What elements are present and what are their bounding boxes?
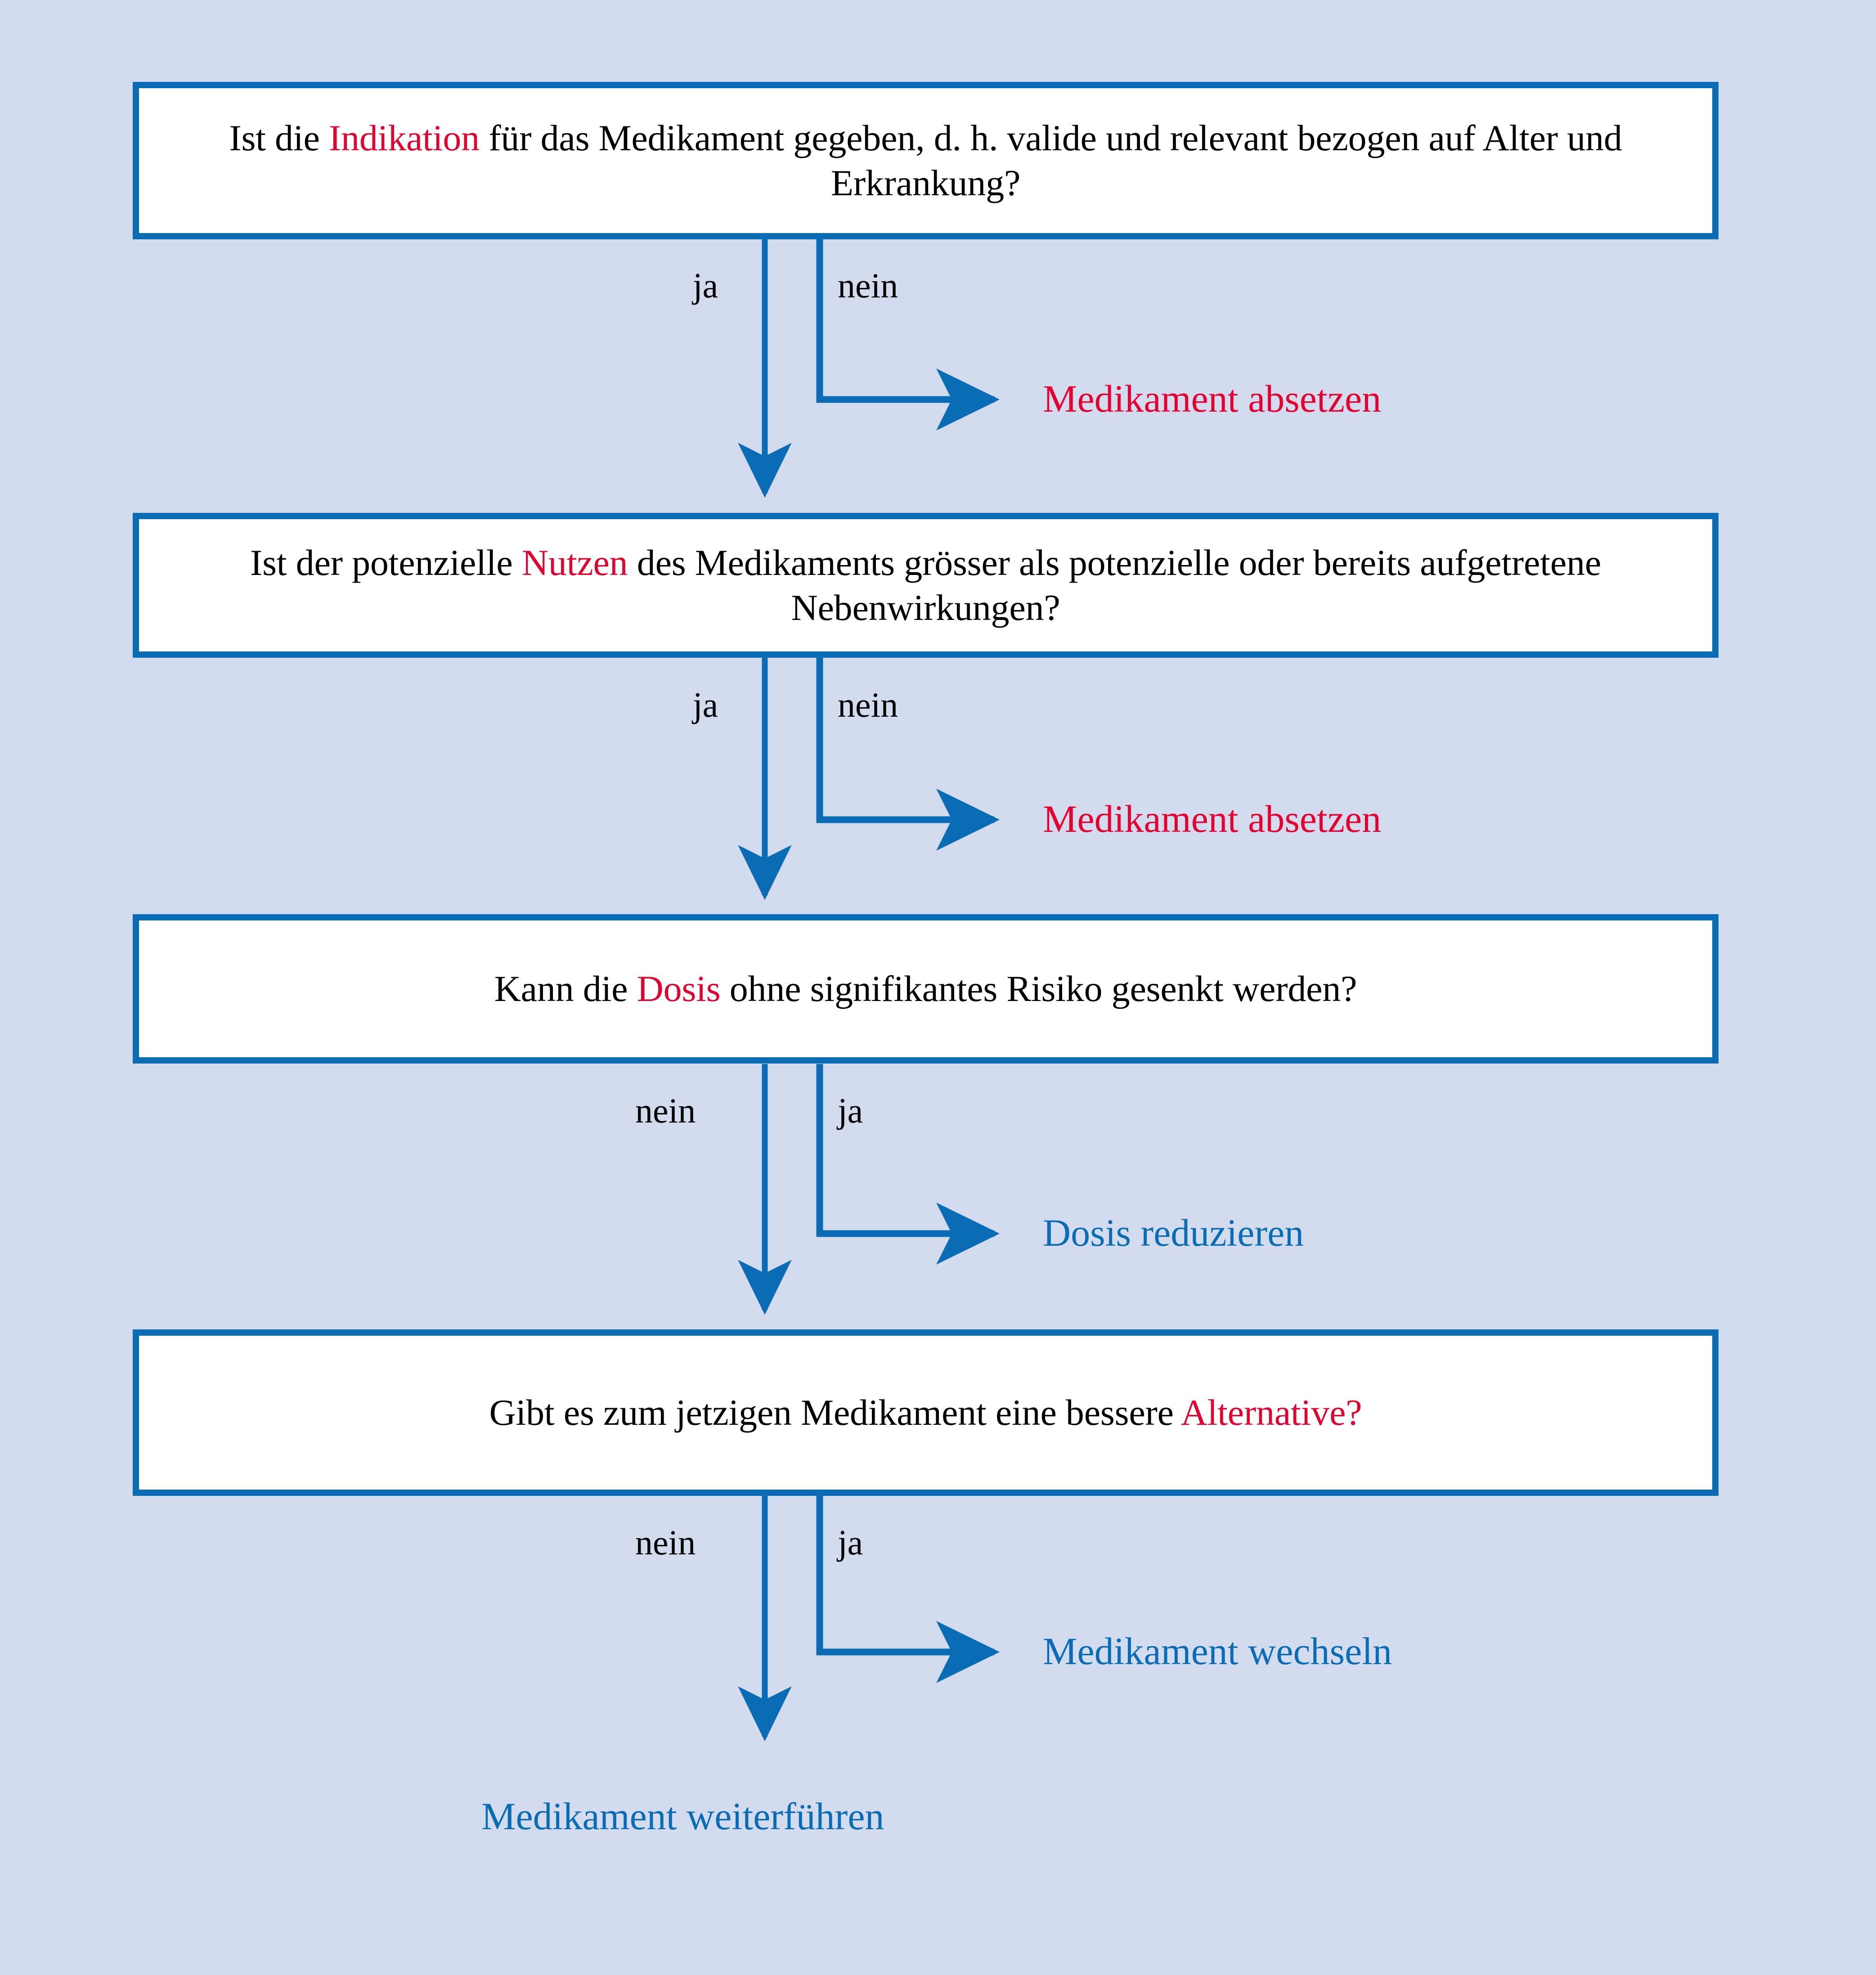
branch-label-ja-step3: ja bbox=[838, 1091, 863, 1130]
decision-question-indikation bbox=[139, 116, 1712, 206]
branch-label-nein-step3: nein bbox=[635, 1091, 696, 1130]
branch-label-ja-step1: ja bbox=[693, 266, 718, 305]
decision-box-alternative bbox=[133, 1329, 1719, 1496]
branch-label-ja-step2: ja bbox=[693, 685, 718, 724]
decision-box-indikation bbox=[133, 82, 1719, 239]
outcome-dosis-reduzieren: Dosis reduzieren bbox=[1043, 1211, 1304, 1254]
question-text-part: des Medikaments grösser als potenzielle oder bereits aufgetretene Nebenwirkungen? bbox=[628, 542, 1602, 628]
decision-question-dosis bbox=[476, 966, 1375, 1011]
question-text-part: Gibt es zum jetzigen Medikament eine bessere bbox=[489, 1391, 1181, 1433]
connector-ja-step4 bbox=[820, 1496, 994, 1652]
question-keyword-dosis: Dosis bbox=[637, 968, 721, 1009]
question-text-part: Ist die bbox=[229, 117, 329, 158]
outcome-medikament-weiterfuehren: Medikament weiterführen bbox=[481, 1795, 884, 1838]
question-text-part: Ist der potenzielle bbox=[250, 542, 522, 583]
question-text-part: ohne signifikantes Risiko gesenkt werden? bbox=[720, 968, 1357, 1009]
connector-nein-step2 bbox=[820, 658, 994, 820]
connector-ja-step3 bbox=[820, 1064, 994, 1234]
question-keyword-nutzen: Nutzen bbox=[521, 542, 628, 583]
decision-question-nutzen bbox=[139, 540, 1712, 630]
branch-label-nein-step1: nein bbox=[838, 266, 898, 305]
question-keyword-alternative: Alternative? bbox=[1180, 1391, 1362, 1433]
decision-box-dosis bbox=[133, 914, 1719, 1064]
question-keyword-indikation: Indikation bbox=[328, 117, 480, 158]
question-text-part: für das Medikament gegeben, d. h. valide und relevant bezogen auf Alter und Erkrankung? bbox=[480, 117, 1622, 203]
decision-question-alternative bbox=[471, 1390, 1380, 1435]
outcome-medikament-absetzen-step1: Medikament absetzen bbox=[1043, 377, 1382, 420]
question-text-part: Kann die bbox=[494, 968, 637, 1009]
branch-label-ja-step4: ja bbox=[838, 1523, 863, 1562]
branch-label-nein-step2: nein bbox=[838, 685, 898, 724]
outcome-medikament-wechseln: Medikament wechseln bbox=[1043, 1629, 1392, 1673]
decision-box-nutzen bbox=[133, 513, 1719, 658]
branch-label-nein-step4: nein bbox=[635, 1523, 696, 1562]
connector-nein-step1 bbox=[820, 239, 994, 399]
outcome-medikament-absetzen-step2: Medikament absetzen bbox=[1043, 797, 1382, 840]
